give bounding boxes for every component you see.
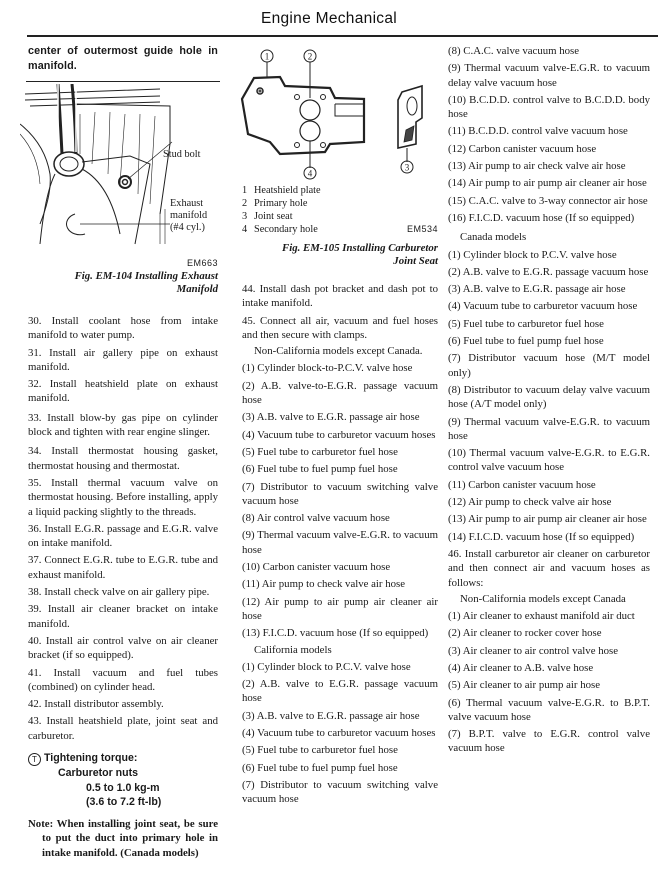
step-item: 42. Install distributor assembly. [28, 698, 164, 711]
svg-text:1: 1 [264, 51, 270, 62]
torque-value-imperial: (3.6 to 7.2 ft-lb) [86, 796, 162, 809]
torque-title: Tightening torque: [44, 752, 138, 765]
step-item: 36. Install E.G.R. passage and E.G.R. valve on intake manifold. [28, 522, 218, 550]
list-item: (2) A.B. valve to E.G.R. passage vacuum hose [448, 265, 649, 278]
figure-em-104 [28, 84, 218, 296]
step-item: 44. Install dash pot bracket and dash pot to intake manifold. [242, 283, 438, 310]
list-item: (10) B.C.D.D. control valve to B.C.D.D. body hose [448, 93, 650, 121]
list-item: (12) Air pump to air pump air cleaner air hose [242, 595, 438, 622]
list-item: (3) A.B. valve to E.G.R. passage air hose [242, 709, 420, 722]
list-item: (4) Vacuum tube to carburetor vacuum hoses [242, 428, 436, 441]
list-item: (12) Carbon canister vacuum hose [448, 142, 597, 155]
list-item: (7) B.P.T. valve to E.G.R. control valve vacuum hose [448, 728, 650, 755]
figure-caption-line-2: Joint Seat [393, 255, 438, 267]
list-item: (14) Air pump to air pump air cleaner air hose [448, 177, 647, 190]
list-item: (4) Air cleaner to A.B. valve hose [448, 661, 594, 674]
list-item: (7) Distributor to vacuum switching valve vacuum hose [242, 480, 438, 507]
list-item: (12) Air pump to check valve air hose [448, 496, 612, 509]
list-item: (1) Air cleaner to exhaust manifold air duct [448, 610, 635, 623]
steps-44-45 [242, 282, 438, 807]
figure-caption [242, 242, 438, 268]
step-item: 43. Install heatshield plate, joint seat and carburetor. [28, 715, 218, 742]
list-item: (11) B.C.D.D. control valve vacuum hose [448, 125, 628, 138]
list-item: (9) Thermal vacuum valve-E.G.R. to vacuum hose [448, 415, 650, 442]
tightening-torque [28, 751, 218, 810]
torque-item: Carburetor nuts [58, 767, 139, 780]
list-item: (11) Air pump to check valve air hose [242, 578, 406, 591]
step-item: 46. Install carburetor air cleaner on carburetor and then connect air and vacuum hoses as follows: [448, 547, 650, 589]
list-item: (13) Air pump to air pump air cleaner air hose [448, 513, 647, 526]
list-item: (2) A.B. valve to E.G.R. passage vacuum hose [242, 678, 438, 705]
figure-id: EM663 [186, 258, 218, 268]
list-item: (6) Thermal vacuum valve-E.G.R. to B.P.T. valve vacuum hose [448, 696, 650, 723]
list-item: (5) Air cleaner to air pump air hose [448, 679, 600, 692]
step-item: 35. Install thermal vacuum valve on thermostat housing. Before installing, apply a liquid packing slightly to the threads. [28, 476, 218, 518]
legend-item: 4 Secondary hole EM534 [242, 224, 438, 235]
canada-list [448, 248, 650, 544]
label-cylinder: (#4 cyl.) [170, 222, 205, 233]
list-item: (13) Air pump to air check valve air hose [448, 160, 626, 173]
section-heading: California models [254, 643, 332, 656]
list-item: (15) C.A.C. valve to 3-way connector air hose [448, 194, 648, 207]
figure-caption [18, 270, 218, 296]
header-rule [27, 35, 658, 37]
list-item: (9) Thermal vacuum valve-E.G.R. to vacuum delay valve vacuum hose [448, 62, 650, 89]
list-item: (8) Distributor to vacuum delay valve vacuum hose (A/T model only) [448, 383, 650, 411]
warning-rule [26, 81, 220, 82]
list-item: (2) Air cleaner to rocker cover hose [448, 627, 602, 640]
list-item: (3) A.B. valve to E.G.R. passage air hose [448, 283, 626, 296]
step-item: 33. Install blow-by gas pipe on cylinder block and tighten with rear engine slinger. [28, 411, 218, 439]
list-item: (4) Vacuum tube to carburetor vacuum hose [448, 300, 638, 313]
svg-text:3: 3 [404, 162, 410, 173]
list-item: (1) Cylinder block to P.C.V. valve hose [448, 248, 617, 261]
step-item: 39. Install air cleaner bracket on intake manifold. [28, 603, 218, 630]
column-2 [242, 44, 438, 807]
legend-item: 1 Heatshield plate [242, 185, 321, 196]
list-item: (9) Thermal vacuum valve-E.G.R. to vacuum hose [242, 529, 438, 556]
list-item: (7) Distributor to vacuum switching valve vacuum hose [242, 778, 438, 806]
list-item: (5) Fuel tube to carburetor fuel hose [448, 317, 604, 330]
list-item: (1) Cylinder block to P.C.V. valve hose [242, 660, 411, 673]
list-item: (5) Fuel tube to carburetor fuel hose [242, 744, 398, 757]
column-3 [448, 44, 650, 756]
figure-legend [242, 184, 438, 236]
svg-text:4: 4 [307, 168, 313, 179]
list-item: (7) Distributor vacuum hose (M/T model only) [448, 352, 650, 379]
svg-text:2: 2 [307, 51, 313, 62]
column-1 [28, 44, 218, 860]
list-item: (2) A.B. valve-to-E.G.R. passage vacuum hose [242, 379, 438, 407]
list-item: (10) Carbon canister vacuum hose [242, 561, 391, 574]
list-item: (6) Fuel tube to fuel pump fuel hose [242, 761, 398, 774]
legend-item: 3 Joint seat [242, 211, 293, 222]
torque-icon: T [28, 753, 41, 766]
warning-text: center of outermost guide hole in manifold. [28, 45, 218, 72]
figure-id: EM534 [406, 224, 438, 234]
torque-value-metric: 0.5 to 1.0 kg-m [86, 781, 160, 794]
figure-caption-line-1: Fig. EM-104 Installing Exhaust [74, 270, 218, 282]
section-heading: Non-California models except Canada. [254, 345, 423, 358]
list-item: (10) Thermal vacuum valve-E.G.R. to E.G.R. control valve vacuum hose [448, 447, 650, 474]
step-item: 31. Install air gallery pipe on exhaust manifold. [28, 346, 218, 373]
list-item: (13) F.I.C.D. vacuum hose (If so equipped) [242, 627, 429, 640]
figure-caption-line-1: Fig. EM-105 Installing Carburetor [282, 242, 438, 254]
california-list [242, 660, 438, 807]
step-item: 41. Install vacuum and fuel tubes (combined) on cylinder head. [28, 666, 218, 693]
step-item: 40. Install air control valve on air cleaner bracket (if so equipped). [28, 634, 218, 662]
list-item: (1) Cylinder block-to-P.C.V. valve hose [242, 362, 413, 375]
step-item: 45. Connect all air, vacuum and fuel hoses and then secure with clamps. [242, 314, 438, 341]
list-item: (3) A.B. valve to E.G.R. passage air hose [242, 411, 420, 424]
legend-item: 2 Primary hole [242, 198, 308, 209]
list-item: (14) F.I.C.D. vacuum hose (If so equipped) [448, 530, 635, 543]
step-item: 37. Connect E.G.R. tube to E.G.R. tube and exhaust manifold. [28, 554, 218, 581]
list-item: (3) Air cleaner to air control valve hose [448, 644, 618, 657]
california-list-continued [448, 44, 650, 225]
section-heading: Canada models [460, 231, 527, 244]
step-item: 30. Install coolant hose from intake manifold to water pump. [28, 315, 218, 342]
non-california-list [242, 361, 438, 640]
list-item: (6) Fuel tube to fuel pump fuel hose [448, 335, 604, 348]
list-item: (11) Carbon canister vacuum hose [448, 478, 596, 491]
list-item: (16) F.I.C.D. vacuum hose (If so equipped) [448, 211, 635, 224]
list-item: (6) Fuel tube to fuel pump fuel hose [242, 463, 398, 476]
list-item: (8) Air control valve vacuum hose [242, 512, 390, 525]
step-item: 38. Install check valve on air gallery pipe. [28, 586, 210, 599]
list-item: (8) C.A.C. valve vacuum hose [448, 45, 580, 57]
list-item: (5) Fuel tube to carburetor fuel hose [242, 445, 398, 458]
step-item: 34. Install thermostat housing gasket, thermostat housing and thermostat. [28, 445, 218, 472]
air-cleaner-list [448, 609, 650, 756]
label-exhaust: Exhaust [170, 198, 204, 209]
page-header: Engine Mechanical [260, 10, 398, 27]
figure-em-105 [242, 44, 438, 184]
step-item: 32. Install heatshield plate on exhaust manifold. [28, 378, 218, 405]
figure-caption-line-2: Manifold [176, 283, 218, 295]
list-item: (4) Vacuum tube to carburetor vacuum hoses [242, 727, 436, 740]
steps-list [28, 314, 218, 743]
label-stud-bolt: Stud bolt [163, 149, 201, 160]
label-manifold: manifold [170, 210, 208, 221]
heatshield-plate-illustration [230, 44, 430, 184]
section-heading: Non-California models except Canada [460, 592, 626, 605]
note-text: Note: When installing joint seat, be sure to put the duct into primary hole in intake manifold. (Canada models) [28, 817, 218, 859]
